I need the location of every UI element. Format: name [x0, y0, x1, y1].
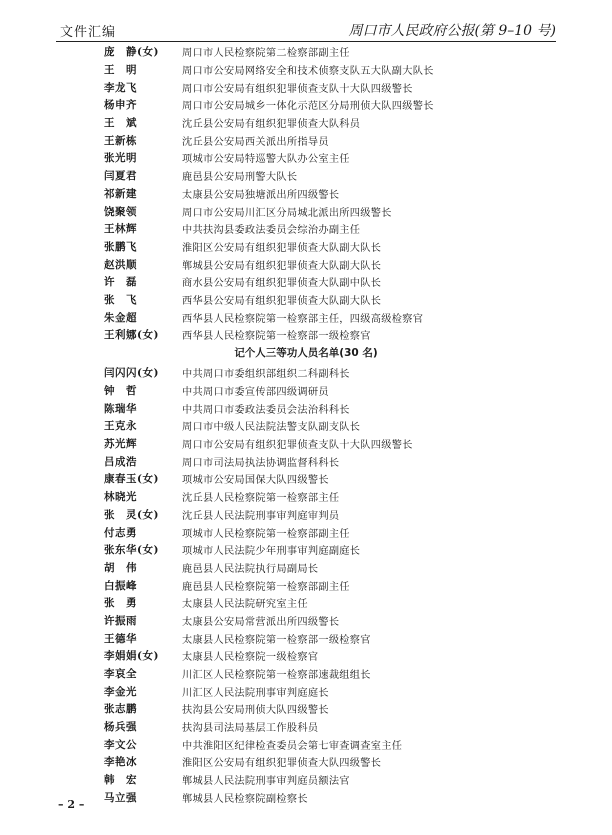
- person-title: 郸城县公安局有组织犯罪侦查大队副大队长: [182, 260, 382, 272]
- list-item: [104, 96, 564, 114]
- person-title: 周口市公安局有组织犯罪侦查支队十大队四级警长: [182, 440, 413, 452]
- person-title: 沈丘县公安局西关派出所指导员: [182, 136, 329, 148]
- person-title: 鹿邑县人民法院执行局副局长: [182, 563, 319, 575]
- list-item: [104, 417, 564, 435]
- person-name: 胡 伟: [104, 561, 137, 574]
- person-title: 周口市公安局川汇区分局城北派出所四级警长: [182, 207, 392, 219]
- list-item: [104, 452, 564, 470]
- person-name: 陈瑞华: [104, 402, 137, 415]
- list-item: [104, 185, 564, 203]
- person-name: 王德华: [104, 632, 137, 645]
- award-list-top: [104, 43, 564, 344]
- person-name: 王 明: [104, 64, 137, 77]
- list-item: [104, 594, 564, 612]
- list-item: [104, 114, 564, 132]
- person-name: 张志鹏: [104, 703, 137, 716]
- person-title: 太康县人民检察院一级检察官: [182, 652, 319, 664]
- person-name: 苏光辉: [104, 438, 137, 451]
- list-item: [104, 576, 564, 594]
- person-title: 沈丘县人民法院刑事审判庭审判员: [182, 510, 340, 522]
- list-item: [104, 167, 564, 185]
- list-item: [104, 308, 564, 326]
- person-name: 杨申齐: [104, 99, 137, 112]
- list-item: [104, 382, 564, 400]
- person-title: 中共周口市委政法委员会法治科科长: [182, 404, 350, 416]
- person-name: 王新栋: [104, 134, 137, 147]
- person-name: 许 磊: [104, 276, 137, 289]
- list-item: [104, 435, 564, 453]
- person-title: 中共周口市委组织部组织二科副科长: [182, 369, 350, 381]
- list-item: [104, 771, 564, 789]
- person-title: 周口市公安局有组织犯罪侦查支队十大队四级警长: [182, 83, 413, 95]
- list-item: [104, 149, 564, 167]
- person-name: 韩 宏: [104, 774, 137, 787]
- header-rule: [56, 41, 556, 42]
- page-number: – 2 –: [58, 798, 85, 811]
- person-name: 张东华(女): [104, 544, 159, 557]
- person-title: 太康县人民法院研究室主任: [182, 599, 308, 611]
- list-item: [104, 273, 564, 291]
- list-item: [104, 43, 564, 61]
- person-title: 鹿邑县公安局刑警大队长: [182, 172, 298, 184]
- person-name: 朱金超: [104, 311, 137, 324]
- person-name: 李哀全: [104, 668, 137, 681]
- person-title: 扶沟县司法局基层工作股科员: [182, 723, 319, 735]
- list-item: [104, 718, 564, 736]
- person-title: 太康县公安局常营派出所四级警长: [182, 616, 340, 628]
- person-title: 太康县人民检察院第一检察部一级检察官: [182, 634, 371, 646]
- person-title: 淮阳区公安局有组织犯罪侦查大队四级警长: [182, 758, 382, 770]
- list-item: [104, 559, 564, 577]
- list-item: [104, 291, 564, 309]
- list-item: [104, 202, 564, 220]
- person-title: 项城市人民检察院第一检察部副主任: [182, 528, 350, 540]
- person-name: 王林辉: [104, 223, 137, 236]
- list-item: [104, 238, 564, 256]
- list-item: [104, 488, 564, 506]
- person-name: 祁新建: [104, 187, 137, 200]
- person-title: 周口市人民检察院第二检察部副主任: [182, 48, 350, 60]
- person-title: 商水县公安局有组织犯罪侦查大队副中队长: [182, 278, 382, 290]
- person-title: 郸城县人民检察院副检察长: [182, 793, 308, 805]
- person-title: 沈丘县公安局有组织犯罪侦查大队科员: [182, 119, 361, 131]
- list-item: [104, 61, 564, 79]
- list-item: [104, 131, 564, 149]
- list-item: [104, 665, 564, 683]
- person-title: 西华县公安局有组织犯罪侦查大队副大队长: [182, 295, 382, 307]
- person-title: 西华县人民检察院第一检察部主任，四级高级检察官: [182, 313, 424, 325]
- person-title: 周口市公安局城乡一体化示范区分局刑侦大队四级警长: [182, 101, 434, 113]
- person-title: 项城市公安局特巡警大队办公室主任: [182, 154, 350, 166]
- person-name: 闫夏君: [104, 170, 137, 183]
- person-name: 李艳冰: [104, 756, 137, 769]
- person-name: 林晓光: [104, 491, 137, 504]
- section-title: 记个人三等功人员名单(30 名): [234, 347, 378, 359]
- person-title: 淮阳区公安局有组织犯罪侦查大队副大队长: [182, 242, 382, 254]
- list-item: [104, 220, 564, 238]
- person-name: 康春玉(女): [104, 473, 159, 486]
- person-title: 川汇区人民检察院第一检察部速裁组组长: [182, 670, 371, 682]
- list-item: [104, 255, 564, 273]
- list-item: [104, 682, 564, 700]
- person-name: 钟 哲: [104, 385, 137, 398]
- person-name: 庞 静(女): [104, 46, 159, 59]
- list-item: [104, 735, 564, 753]
- person-name: 吕成浩: [104, 455, 137, 468]
- person-name: 白振峰: [104, 579, 137, 592]
- person-name: 杨兵强: [104, 721, 137, 734]
- person-name: 王利娜(女): [104, 329, 159, 342]
- person-title: 扶沟县公安局刑侦大队四级警长: [182, 705, 329, 717]
- list-item: [104, 399, 564, 417]
- person-name: 王 斌: [104, 117, 137, 130]
- person-name: 张 飞: [104, 293, 137, 306]
- section-label: 文件汇编: [60, 25, 117, 40]
- person-title: 鹿邑县人民检察院第一检察部副主任: [182, 581, 350, 593]
- person-name: 马立强: [104, 791, 137, 804]
- list-item: [104, 78, 564, 96]
- person-name: 付志勇: [104, 526, 137, 539]
- person-title: 周口市中级人民法院法警支队副支队长: [182, 422, 361, 434]
- list-item: [104, 700, 564, 718]
- person-title: 西华县人民检察院第一检察部一级检察官: [182, 331, 371, 343]
- person-title: 项城市人民法院少年刑事审判庭副庭长: [182, 546, 361, 558]
- person-title: 中共淮阳区纪律检查委员会第七审查调查室主任: [182, 740, 403, 752]
- list-item: [104, 629, 564, 647]
- list-item: [104, 523, 564, 541]
- list-item: [104, 470, 564, 488]
- person-title: 项城市公安局国保大队四级警长: [182, 475, 329, 487]
- person-name: 张 灵(女): [104, 508, 159, 521]
- list-item: [104, 326, 564, 344]
- award-list-third-class: [104, 364, 564, 806]
- person-name: 张鹏飞: [104, 240, 137, 253]
- person-name: 李文公: [104, 738, 137, 751]
- person-title: 中共周口市委宣传部四级调研员: [182, 387, 329, 399]
- person-title: 中共扶沟县委政法委员会综治办副主任: [182, 225, 361, 237]
- journal-title: 周口市人民政府公报(第 9–10 号): [348, 23, 556, 39]
- person-title: 郸城县人民法院刑事审判庭员额法官: [182, 776, 350, 788]
- person-name: 许振雨: [104, 614, 137, 627]
- person-name: 张 勇: [104, 597, 137, 610]
- person-title: 太康县公安局独塘派出所四级警长: [182, 189, 340, 201]
- list-item: [104, 612, 564, 630]
- person-name: 李龙飞: [104, 81, 137, 94]
- person-title: 川汇区人民法院刑事审判庭庭长: [182, 687, 329, 699]
- person-name: 赵洪顺: [104, 258, 137, 271]
- list-item: [104, 753, 564, 771]
- person-name: 闫闪闪(女): [104, 367, 159, 380]
- person-name: 王克永: [104, 420, 137, 433]
- list-item: [104, 364, 564, 382]
- person-name: 李娟娟(女): [104, 650, 159, 663]
- person-name: 张光明: [104, 152, 137, 165]
- list-item: [104, 789, 564, 807]
- list-item: [104, 506, 564, 524]
- running-header: [56, 18, 556, 42]
- list-item: [104, 647, 564, 665]
- person-name: 饶聚领: [104, 205, 137, 218]
- list-item: [104, 541, 564, 559]
- person-name: 李金光: [104, 685, 137, 698]
- person-title: 周口市司法局执法协调监督科科长: [182, 457, 340, 469]
- person-title: 沈丘县人民检察院第一检察部主任: [182, 493, 340, 505]
- person-title: 周口市公安局网络安全和技术侦察支队五大队副大队长: [182, 66, 434, 78]
